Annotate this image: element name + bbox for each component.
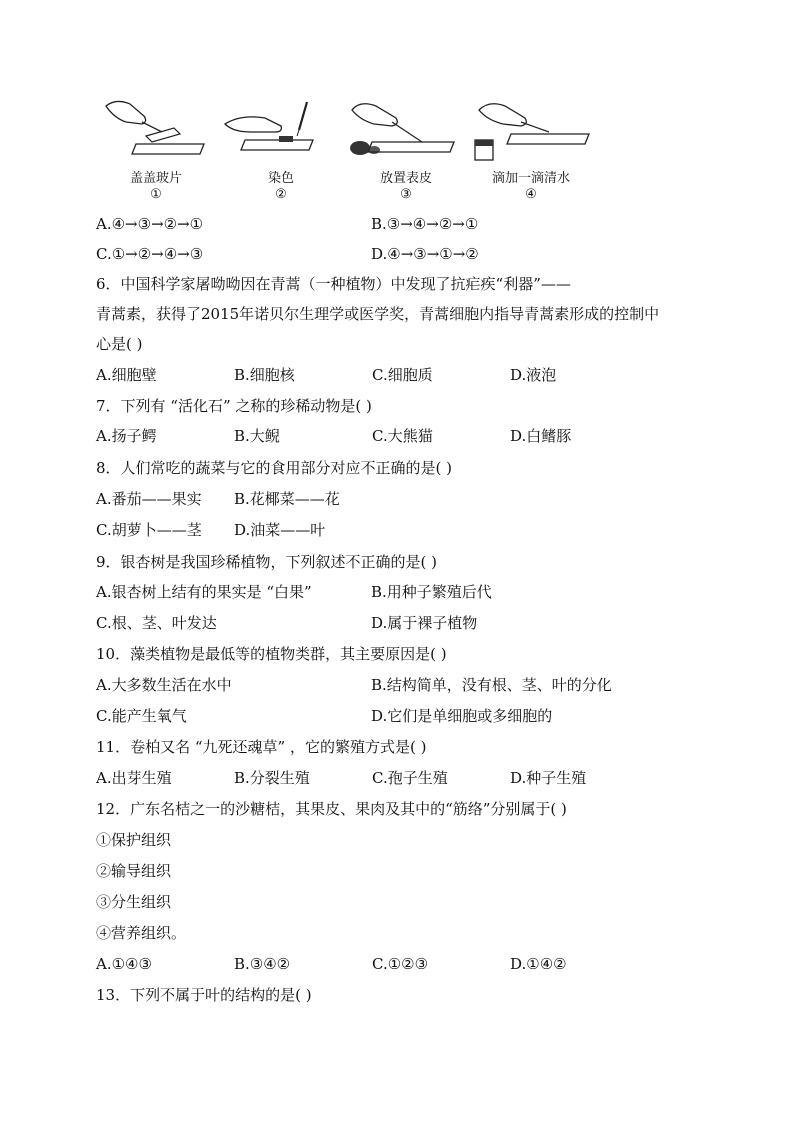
- q6-stem-line3: 心是( ): [96, 335, 143, 353]
- q10-option-a: A.大多数生活在水中: [96, 676, 232, 694]
- q10-option-c: C.能产生氧气: [96, 707, 187, 725]
- q6-option-d: D.液泡: [510, 366, 557, 384]
- figure-caption: 滴加一滴清水: [491, 171, 570, 186]
- figure-step-2: [221, 96, 341, 208]
- figure-caption: 盖盖玻片: [129, 171, 182, 186]
- q11-option-d: D.种子生殖: [510, 769, 587, 787]
- q8-option-a: A.番茄——果实: [96, 490, 202, 508]
- figure-number: ②: [275, 187, 287, 202]
- figure-number: ③: [400, 187, 412, 202]
- figure-step-4: [471, 96, 591, 208]
- q12-option-c: C.①②③: [372, 955, 429, 973]
- q11-stem: 11．卷柏又名 “九死还魂草” ，它的繁殖方式是( ): [96, 738, 427, 756]
- q7-option-a: A.扬子鳄: [96, 427, 157, 445]
- q12-item-2: ②输导组织: [96, 862, 172, 880]
- q8-option-d: D.油菜——叶: [234, 521, 326, 539]
- q6-option-a: A.细胞壁: [96, 366, 157, 384]
- q10-stem: 10．藻类植物是最低等的植物类群，其主要原因是( ): [96, 645, 447, 663]
- q5-option-c: C.①→②→④→③: [96, 245, 204, 263]
- figure-step-1: [96, 96, 216, 208]
- figure-number: ①: [150, 187, 162, 202]
- q12-option-d: D.①④②: [510, 955, 567, 973]
- q9-option-c: C.根、茎、叶发达: [96, 614, 217, 632]
- figure-number: ④: [525, 187, 537, 202]
- q8-option-b: B.花椰菜——花: [234, 490, 340, 508]
- q10-option-b: B.结构简单，没有根、茎、叶的分化: [371, 676, 612, 694]
- figure-caption: 染色: [267, 171, 294, 186]
- placing-epidermis-illustration: [346, 96, 466, 166]
- q12-stem: 12．广东名桔之一的沙糖桔，其果皮、果肉及其中的“筋络”分别属于( ): [96, 800, 567, 818]
- q7-option-d: D.白鳍豚: [510, 427, 572, 445]
- q12-option-b: B.③④②: [234, 955, 291, 973]
- q12-option-a: A.①④③: [96, 955, 152, 973]
- staining-illustration: [221, 96, 341, 166]
- q7-option-b: B.大鲵: [234, 427, 280, 445]
- experiment-figure: [96, 96, 616, 208]
- q5-option-b: B.③→④→②→①: [371, 215, 479, 233]
- q8-option-c: C.胡萝卜——茎: [96, 521, 202, 539]
- q12-item-3: ③分生组织: [96, 893, 172, 911]
- q11-option-c: C.孢子生殖: [372, 769, 448, 787]
- q9-option-b: B.用种子繁殖后代: [371, 583, 492, 601]
- q11-option-b: B.分裂生殖: [234, 769, 310, 787]
- q7-stem: 7．下列有 “活化石” 之称的珍稀动物是( ): [96, 397, 372, 415]
- q7-option-c: C.大熊猫: [372, 427, 433, 445]
- q9-stem: 9．银杏树是我国珍稀植物，下列叙述不正确的是( ): [96, 553, 438, 571]
- q6-option-b: B.细胞核: [234, 366, 295, 384]
- q9-option-d: D.属于裸子植物: [371, 614, 478, 632]
- cover-slip-illustration: [96, 96, 216, 166]
- figure-step-3: [346, 96, 466, 208]
- q12-item-1: ①保护组织: [96, 831, 172, 849]
- q6-option-c: C.细胞质: [372, 366, 433, 384]
- q5-option-a: A.④→③→②→①: [96, 215, 204, 233]
- q12-item-4: ④营养组织。: [96, 924, 187, 942]
- q5-option-d: D.④→③→①→②: [371, 245, 479, 263]
- q8-stem: 8．人们常吃的蔬菜与它的食用部分对应不正确的是( ): [96, 459, 453, 477]
- adding-water-illustration: [471, 96, 591, 166]
- q6-stem-line2: 青蒿素，获得了2015年诺贝尔生理学或医学奖，青蒿细胞内指导青蒿素形成的控制中: [96, 305, 660, 323]
- figure-caption: 放置表皮: [379, 171, 432, 186]
- q9-option-a: A.银杏树上结有的果实是 “白果”: [96, 583, 312, 601]
- q10-option-d: D.它们是单细胞或多细胞的: [371, 707, 553, 725]
- q13-stem: 13．下列不属于叶的结构的是( ): [96, 986, 312, 1004]
- q11-option-a: A.出芽生殖: [96, 769, 172, 787]
- q6-stem-line1: 6．中国科学家屠呦呦因在青蒿（一种植物）中发现了抗疟疾“利器”——: [96, 275, 571, 293]
